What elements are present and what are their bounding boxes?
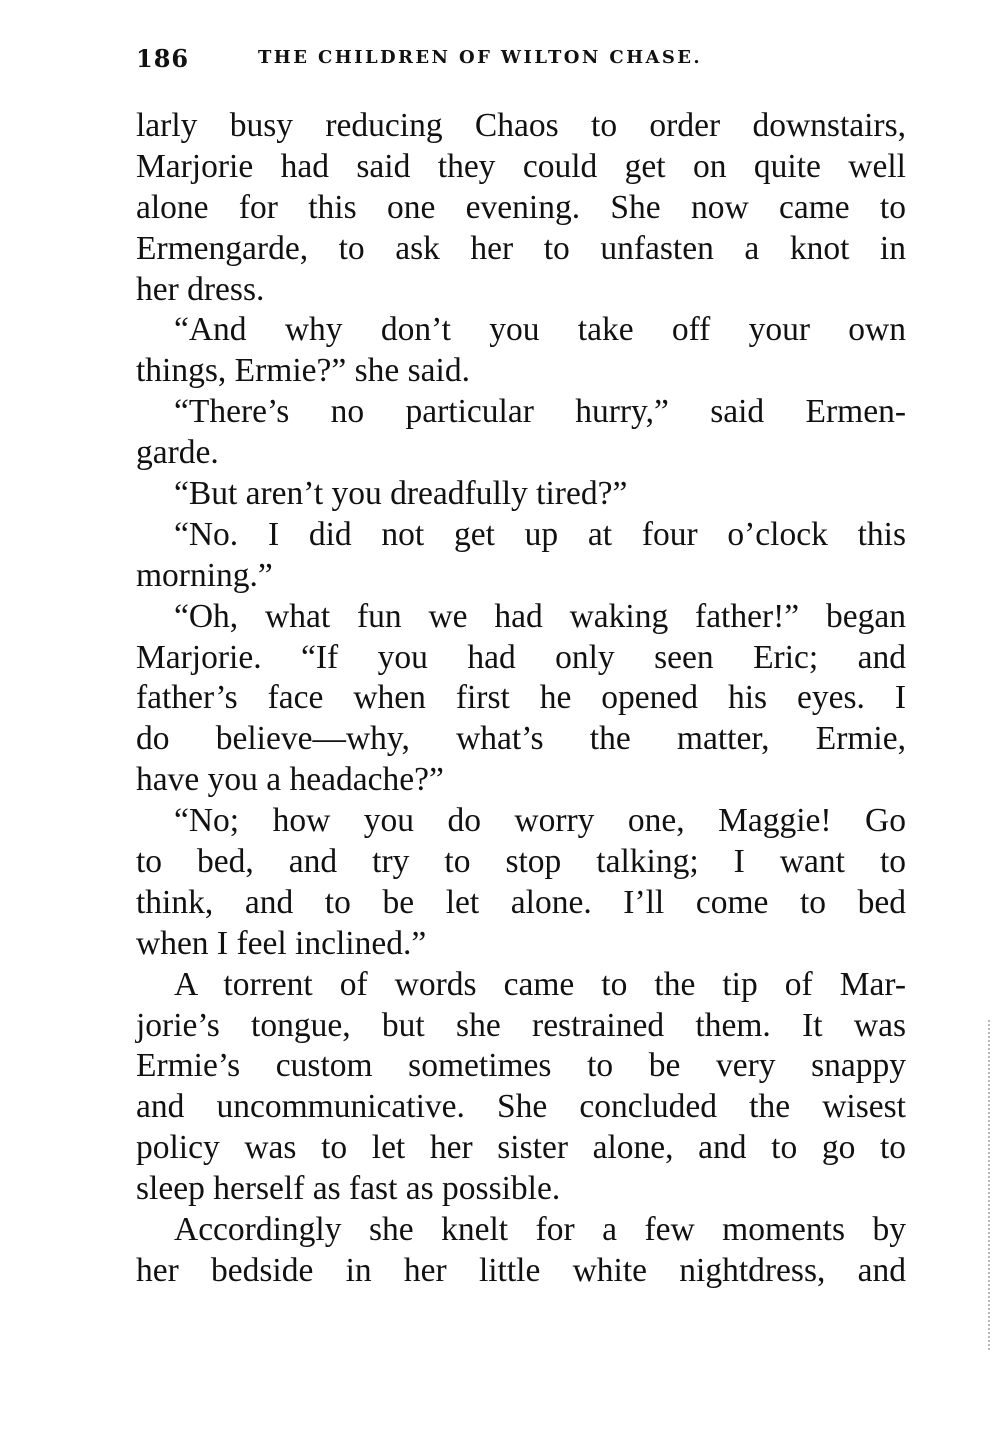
text-line: “There’s no particular hurry,” said Ermen- <box>174 393 906 431</box>
text-line: Accordingly she knelt for a few moments by <box>174 1211 906 1249</box>
text-line: sleep herself as fast as possible. <box>136 1170 561 1208</box>
text-line: “No. I did not get up at four o’clock this <box>174 515 906 553</box>
text-line: “No; how you do worry one, Maggie! Go <box>174 802 906 840</box>
text-line: “But aren’t you dreadfully tired?” <box>174 475 628 513</box>
text-line: to bed, and try to stop talking; I want to <box>136 843 906 881</box>
text-line: Marjorie. “If you had only seen Eric; and <box>136 638 906 676</box>
text-line: Ermie’s custom sometimes to be very snappy <box>136 1047 906 1085</box>
running-head <box>136 44 906 74</box>
text-line: her bedside in her little white nightdress, and <box>136 1251 906 1289</box>
text-line: alone for this one evening. She now came to <box>136 188 906 226</box>
text-line: A torrent of words came to the tip of Mar- <box>174 965 906 1003</box>
text-line: policy was to let her sister alone, and to go to <box>136 1129 906 1167</box>
text-line: garde. <box>136 434 219 472</box>
text-line: father’s face when first he opened his eyes. I <box>136 679 906 717</box>
page-edge-divider <box>988 1020 990 1350</box>
page-number: 186 <box>136 44 190 73</box>
text-line: think, and to be let alone. I’ll come to bed <box>136 883 906 921</box>
text-line: have you a headache?” <box>136 761 444 799</box>
text-line: do believe—why, what’s the matter, Ermie, <box>136 720 906 758</box>
body-text <box>136 106 906 1292</box>
text-line: her dress. <box>136 270 265 308</box>
running-title: THE CHILDREN OF WILTON CHASE. <box>258 47 703 68</box>
text-line: when I feel inclined.” <box>136 924 427 962</box>
text-line: morning.” <box>136 556 273 594</box>
text-line: “And why don’t you take off your own <box>174 311 906 349</box>
text-line: Ermengarde, to ask her to unfasten a knot in <box>136 229 906 267</box>
text-line: “Oh, what fun we had waking father!” began <box>174 597 906 635</box>
text-line: and uncommunicative. She concluded the wisest <box>136 1088 906 1126</box>
text-line: larly busy reducing Chaos to order downstairs, <box>136 107 906 144</box>
text-line: Marjorie had said they could get on quite well <box>136 147 906 185</box>
text-line: things, Ermie?” she said. <box>136 352 470 390</box>
text-line: jorie’s tongue, but she restrained them. It was <box>136 1006 906 1044</box>
